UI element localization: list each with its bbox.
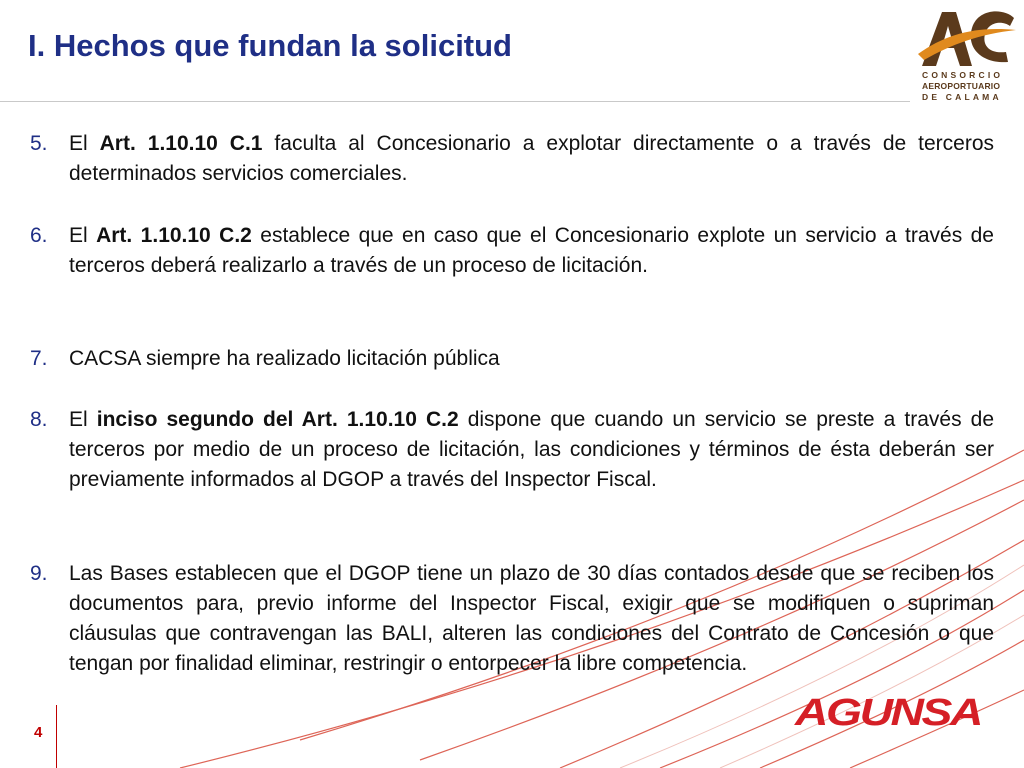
list-item-number: 8. (30, 408, 48, 431)
page-number-divider (56, 705, 57, 768)
list-item (30, 129, 994, 189)
item-text-pre: El (69, 132, 100, 155)
item-text: Las Bases establecen que el DGOP tiene un plazo de 30 días contados desde que se reciben los documentos para, previo informe del Inspector Fiscal, exigir que se modifiquen o supriman cláusulas que contravengan las BALI, alteren las condiciones del Contrato de Concesión o que tengan por finalidad eliminar, restringir o entorpecer la libre competencia. (69, 562, 994, 675)
item-text-post: faculta al Concesionario a explotar directamente o a través de terceros determinados servicios comerciales. (69, 132, 994, 185)
item-text-bold: Art. 1.10.10 C.2 (96, 224, 252, 247)
logo-line-1: CONSORCIO (922, 70, 1004, 80)
item-text-bold: inciso segundo del Art. 1.10.10 C.2 (96, 408, 459, 431)
item-text: CACSA siempre ha realizado licitación pública (69, 347, 500, 370)
item-text-bold: Art. 1.10.10 C.1 (99, 132, 263, 155)
list-item (30, 559, 994, 679)
page-number: 4 (34, 724, 43, 741)
list-item-number: 7. (30, 347, 48, 370)
list-item (30, 405, 994, 495)
item-text-post: dispone que cuando un servicio se preste a través de terceros por medio de un proceso de licitación, las condiciones y términos de ésta deberán ser previamente informados al DGOP a través del Inspector Fiscal. (69, 408, 994, 491)
list-item-number: 6. (30, 224, 48, 247)
item-text-pre: El (69, 224, 97, 247)
agunsa-logo-text: AGUNSA (793, 692, 981, 732)
item-text-post: establece que en caso que el Concesionario explote un servicio a través de terceros deberá realizarlo a través de un proceso de licitación. (69, 224, 994, 277)
logo-line-2: AEROPORTUARIO (922, 81, 1001, 91)
item-text-pre: El (69, 408, 97, 431)
list-item (30, 344, 994, 374)
agunsa-logo (793, 692, 983, 732)
list-item-number: 9. (30, 562, 48, 585)
page-title: I. Hechos que fundan la solicitud (28, 28, 512, 63)
logo-line-3: DE CALAMA (922, 92, 1002, 102)
list-item-number: 5. (30, 132, 48, 155)
list-item (30, 221, 994, 281)
